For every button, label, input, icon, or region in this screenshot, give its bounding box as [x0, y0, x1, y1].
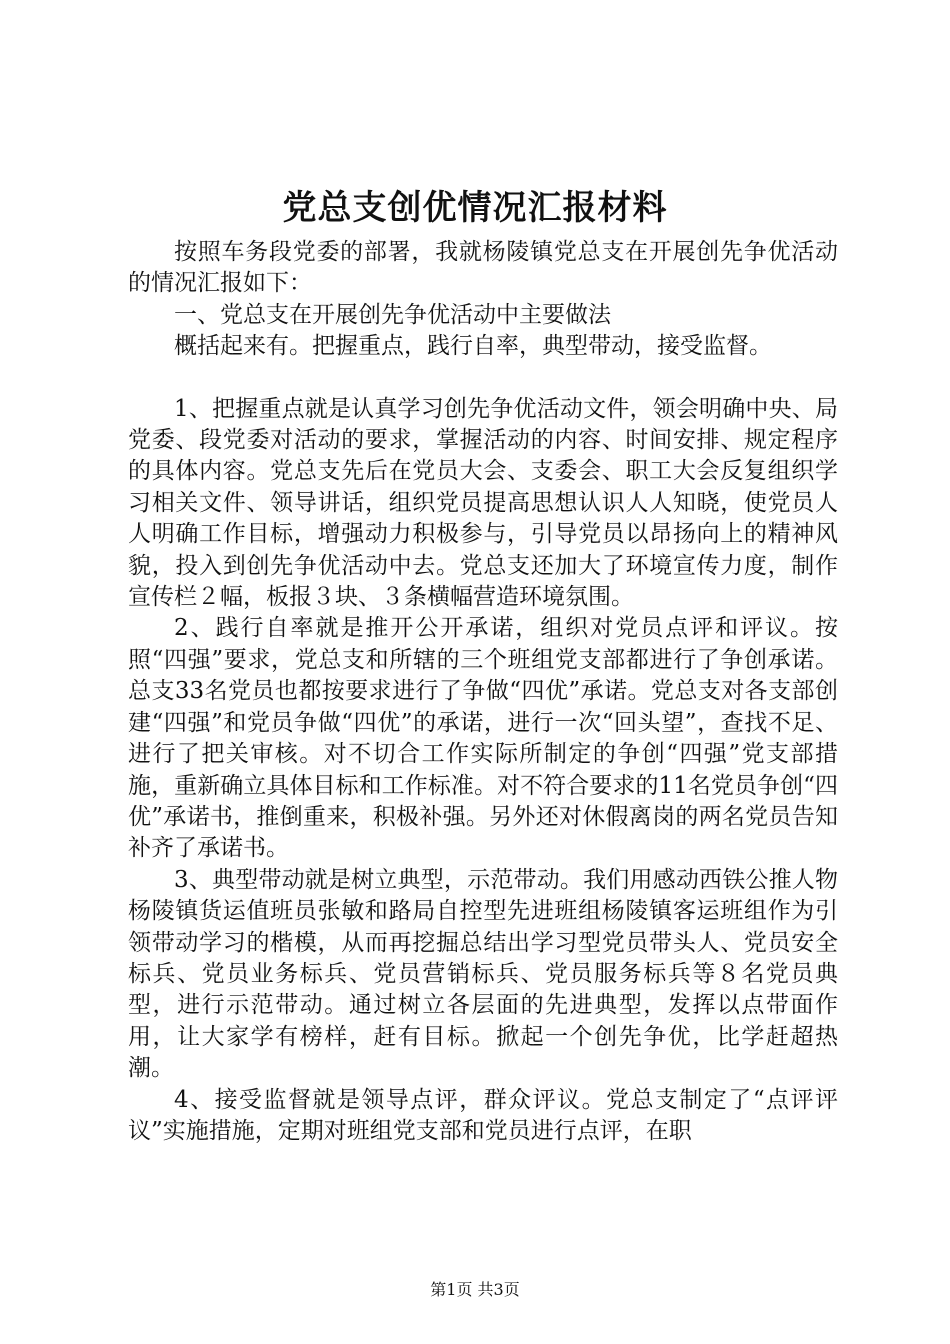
point-1-paragraph: 1、把握重点就是认真学习创先争优活动文件，领会明确中央、局党委、段党委对活动的要求，掌握活动的内容、时间安排、规定程序的具体内容。党总支先后在党员大会、支委会、职工大会反复组织学习相关文件、领导讲话，组织党员提高思想认识人人知晓，使党员人人明确工作目标，增强动力积极参与，引导党员以昂扬向上的精神风貌，投入到创先争优活动中去。党总支还加大了环境宣传力度，制作宣传栏２幅，板报３块、３条横幅营造环境氛围。 [128, 395, 838, 611]
point-3-paragraph: 3、典型带动就是树立典型，示范带动。我们用感动西铁公推人物杨陵镇货运值班员张敏和路局自控型先进班组杨陵镇客运班组作为引领带动学习的楷模，从而再挖掘总结出学习型党员带头人、党员安全标兵、党员业务标兵、党员营销标兵、党员服务标兵等８名党员典型，进行示范带动。通过树立各层面的先进典型，发挥以点带面作用，让大家学有榜样，赶有目标。掀起一个创先争优，比学赶超热潮。 [128, 866, 838, 1082]
point-2-paragraph: 2、践行自率就是推开公开承诺，组织对党员点评和评议。按照“四强”要求，党总支和所辖的三个班组党支部都进行了争创承诺。总支33名党员也都按要求进行了争做“四优”承诺。党总支对各支部创建“四强”和党员争做“四优”的承诺，进行一次“回头望”，查找不足、进行了把关审核。对不切合工作实际所制定的争创“四强”党支部措施，重新确立具体目标和工作标准。对不符合要求的11名党员争创“四优”承诺书，推倒重来，积极补强。另外还对休假离岗的两名党员告知补齐了承诺书。 [128, 615, 838, 862]
document-body [128, 237, 838, 1147]
document-title: 党总支创优情况汇报材料 [282, 188, 668, 228]
intro-paragraph: 按照车务段党委的部署，我就杨陵镇党总支在开展创先争优活动的情况汇报如下： [128, 239, 838, 297]
page-footer: 第1页 共3页 [430, 1280, 520, 1299]
summary-paragraph: 概括起来有。把握重点，践行自率，典型带动，接受监督。 [174, 333, 772, 360]
point-4-paragraph: 4、接受监督就是领导点评，群众评议。党总支制定了“点评评议”实施措施，定期对班组党支部和党员进行点评，在职 [128, 1086, 838, 1144]
section-heading: 一、党总支在开展创先争优活动中主要做法 [174, 301, 611, 328]
